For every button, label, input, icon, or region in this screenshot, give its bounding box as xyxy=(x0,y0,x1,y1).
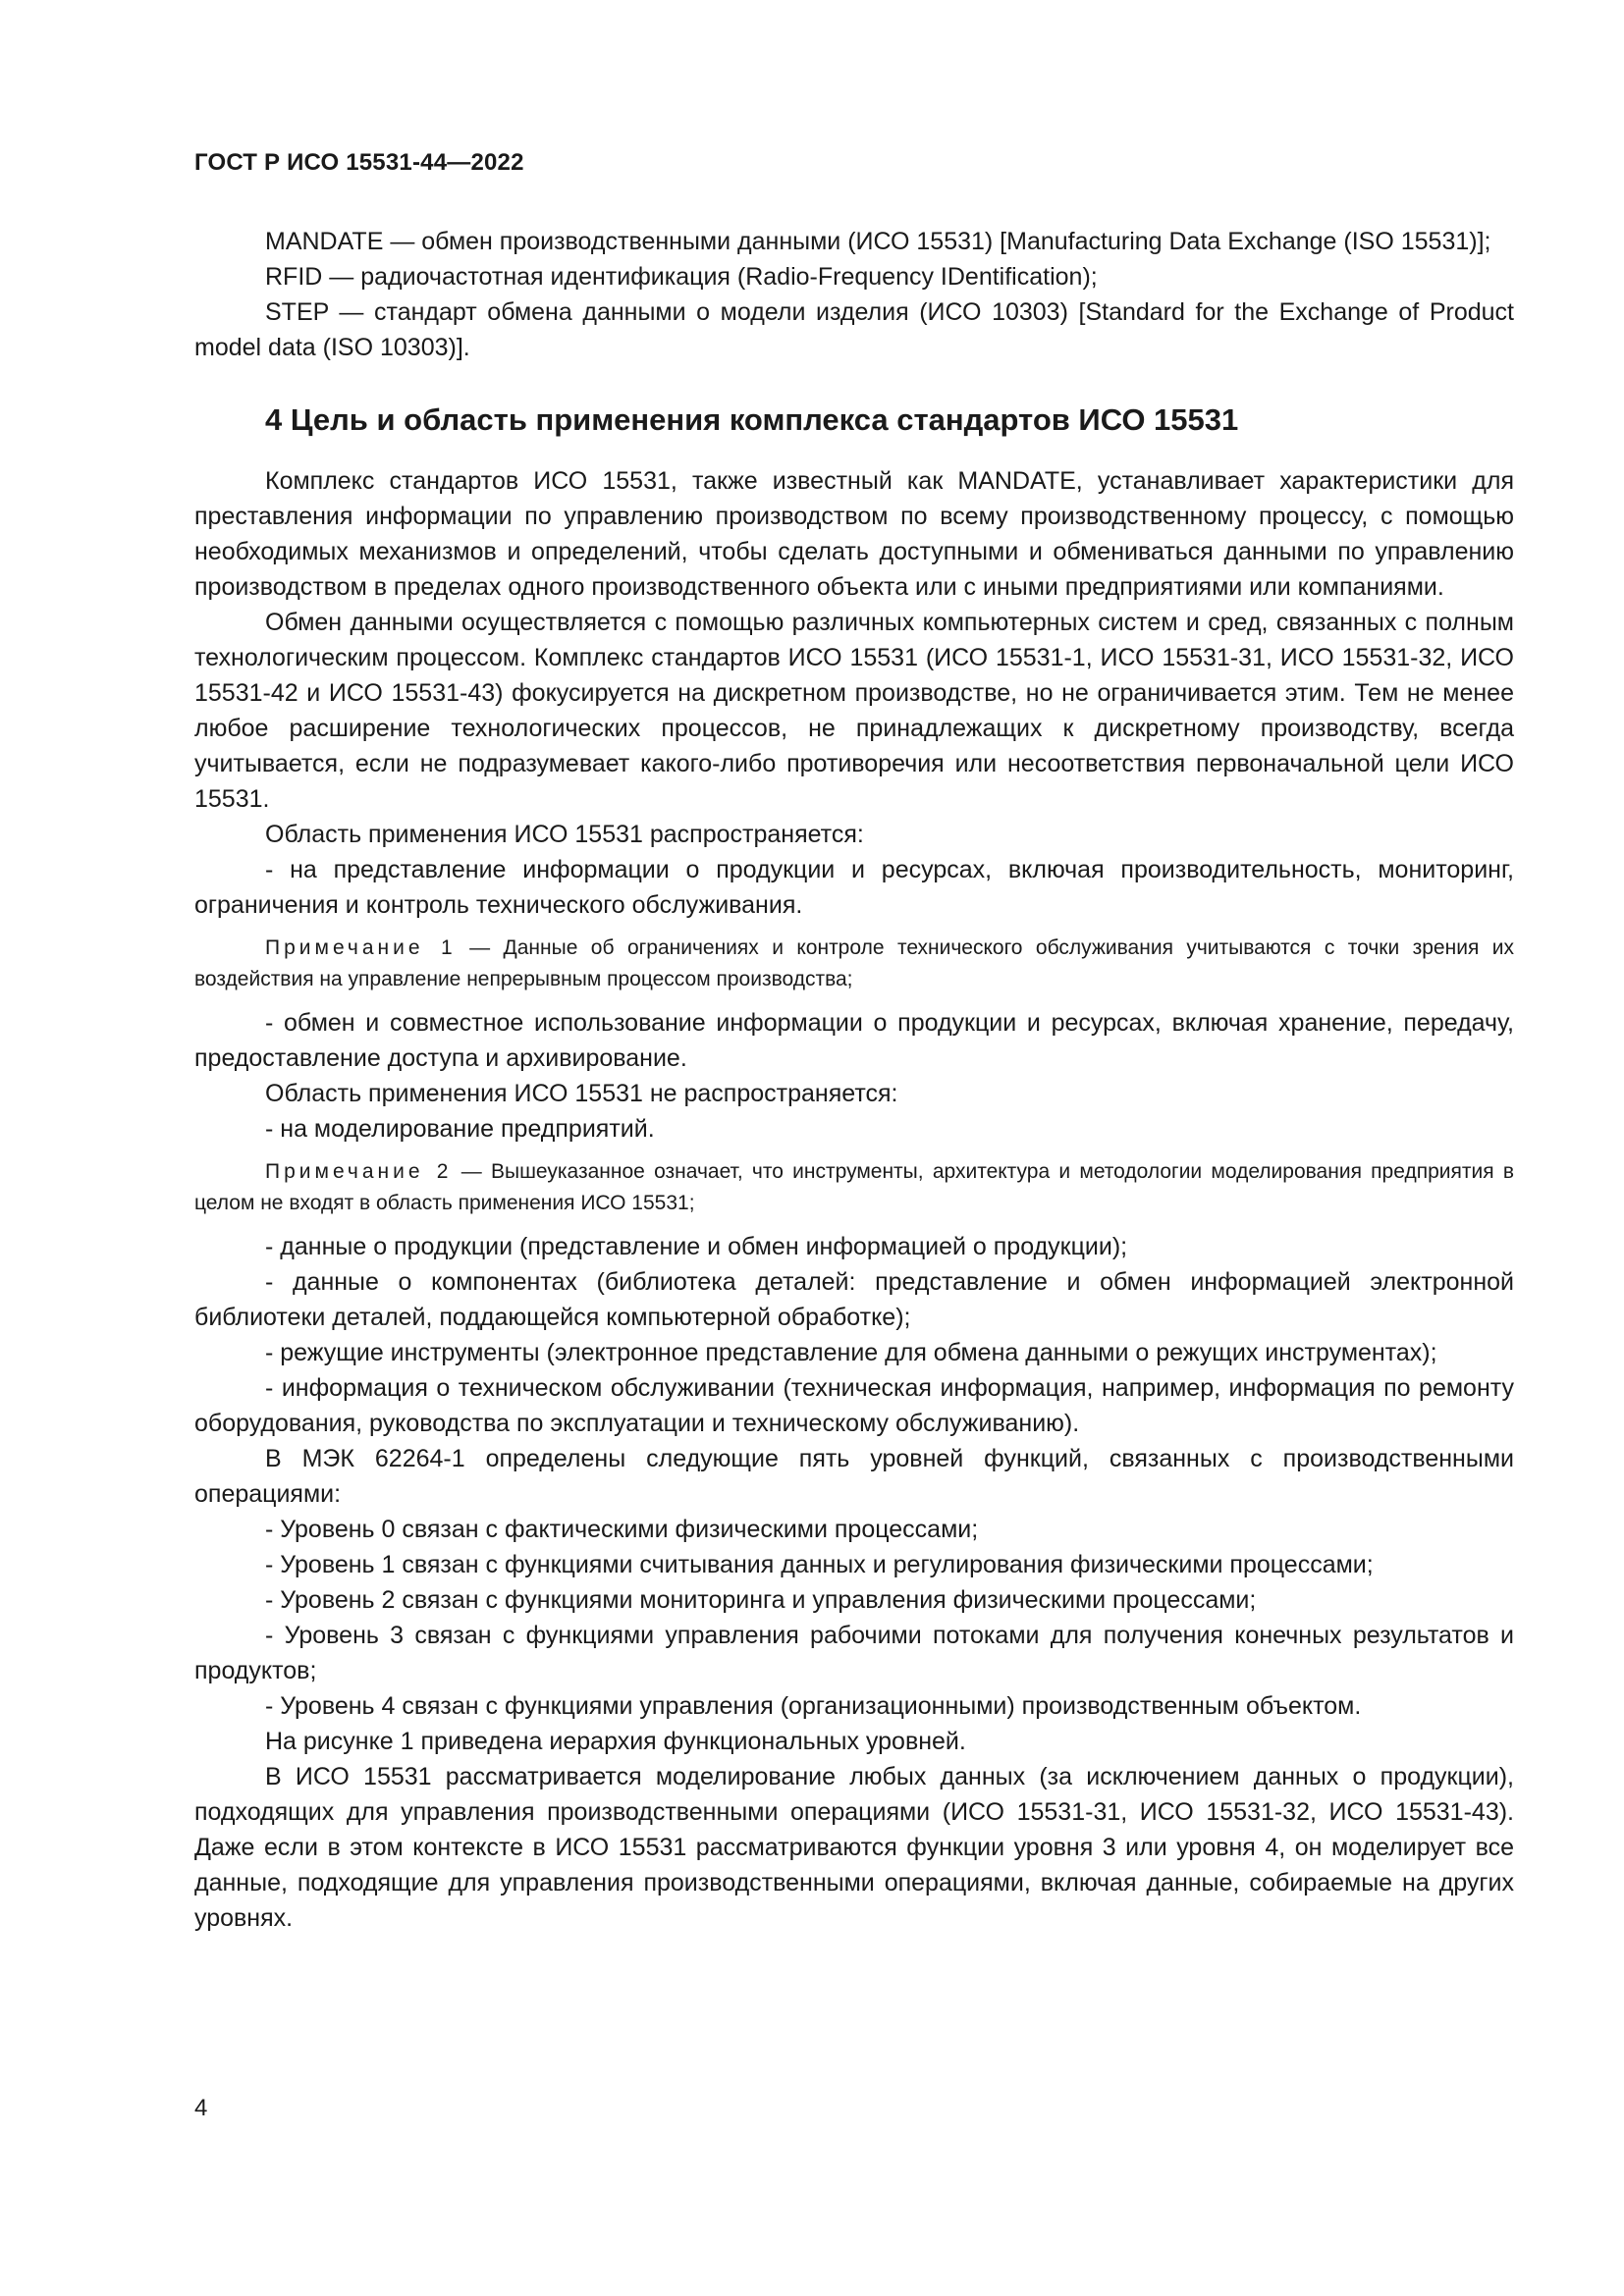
paragraph: Обмен данными осуществляется с помощью различных компьютерных систем и сред, связанных с полным технологическим процессом. Комплекс стандартов ИСО 15531 (ИСО 15531-1, ИСО 15531-31, ИСО 15531-32, ИСО 15531-42 и ИСО 15531-43) фокусируется на дискретном производстве, но не ограничивается этим. Тем не менее любое расширение технологических процессов, не принадлежащих к дискретному производству, всегда учитывается, если не подразумевает какого-либо противоречия или несоответствия первоначальной цели ИСО 15531. xyxy=(194,609,1514,813)
section-title: 4 Цель и область применения комплекса стандартов ИСО 15531 xyxy=(265,402,1239,437)
page-content xyxy=(194,224,1514,1936)
note-text: — Данные об ограничениях и контроле технического обслуживания учитываются с точки зрения их воздействия на управление непрерывным процессом производства; xyxy=(194,936,1514,990)
list-item: - на представление информации о продукции и ресурсах, включая производительность, мониторинг, ограничения и контроль технического обслуживания. xyxy=(194,856,1514,919)
list-item: - данные о продукции (представление и обмен информацией о продукции); xyxy=(265,1233,1128,1260)
note-text: — Вышеуказанное означает, что инструменты, архитектура и методологии моделирования предприятия в целом не входят в область применения ИСО 15531; xyxy=(194,1160,1514,1214)
list-item: - Уровень 0 связан с фактическими физическими процессами; xyxy=(265,1516,979,1543)
abbrev-step: STEP — стандарт обмена данными о модели изделия (ИСО 10303) [Standard for the Exchange of Product model data (ISO 10303)]. xyxy=(194,298,1514,361)
list-item: - Уровень 4 связан с функциями управления (организационными) производственным объектом. xyxy=(265,1692,1362,1720)
list-item: - данные о компонентах (библиотека деталей: представление и обмен информацией электронной библиотеки деталей, поддающейся компьютерной обработке); xyxy=(194,1268,1514,1331)
note-label: Примечание 2 xyxy=(265,1160,453,1183)
paragraph: На рисунке 1 приведена иерархия функциональных уровней. xyxy=(265,1728,966,1755)
paragraph: Область применения ИСО 15531 распространяется: xyxy=(265,821,864,848)
note-label: Примечание 1 xyxy=(265,936,457,959)
list-item: - Уровень 2 связан с функциями мониторинга и управления физическими процессами; xyxy=(265,1586,1257,1614)
list-item: - обмен и совместное использование информации о продукции и ресурсах, включая хранение, передачу, предоставление доступа и архивирование. xyxy=(194,1009,1514,1072)
list-item: - Уровень 3 связан с функциями управления рабочими потоками для получения конечных результатов и продуктов; xyxy=(194,1622,1514,1684)
page-number: 4 xyxy=(194,2095,208,2121)
paragraph: В ИСО 15531 рассматривается моделирование любых данных (за исключением данных о продукции), подходящих для управления производственными операциями (ИСО 15531-31, ИСО 15531-32, ИСО 15531-43). Даже если в этом контексте в ИСО 15531 рассматриваются функции уровня 3 или уровня 4, он моделирует все данные, подходящие для управления производственными операциями, включая данные, собираемые на других уровнях. xyxy=(194,1763,1514,1932)
note-2 xyxy=(194,1156,1514,1219)
document-header: ГОСТ Р ИСО 15531-44—2022 xyxy=(194,149,524,176)
list-item: - информация о техническом обслуживании (техническая информация, например, информация по ремонту оборудования, руководства по эксплуатации и техническому обслуживанию). xyxy=(194,1374,1514,1437)
note-1 xyxy=(194,933,1514,995)
paragraph: В МЭК 62264-1 определены следующие пять уровней функций, связанных с производственными операциями: xyxy=(194,1445,1514,1508)
abbrev-mandate: MANDATE — обмен производственными данными (ИСО 15531) [Manufacturing Data Exchange (ISO 15531)]; xyxy=(265,228,1491,255)
paragraph: Комплекс стандартов ИСО 15531, также известный как MANDATE, устанавливает характеристики для преставления информации по управлению производством по всему производственному процессу, с помощью необходимых механизмов и определений, чтобы сделать доступными и обмениваться данными по управлению производством в пределах одного производственного объекта или с иными предприятиями или компаниями. xyxy=(194,467,1514,601)
paragraph: Область применения ИСО 15531 не распространяется: xyxy=(265,1080,898,1107)
list-item: - Уровень 1 связан с функциями считывания данных и регулирования физическими процессами; xyxy=(265,1551,1374,1578)
abbrev-rfid: RFID — радиочастотная идентификация (Radio-Frequency IDentification); xyxy=(265,263,1098,291)
list-item: - на моделирование предприятий. xyxy=(265,1115,655,1143)
list-item: - режущие инструменты (электронное представление для обмена данными о режущих инструментах); xyxy=(265,1339,1437,1366)
